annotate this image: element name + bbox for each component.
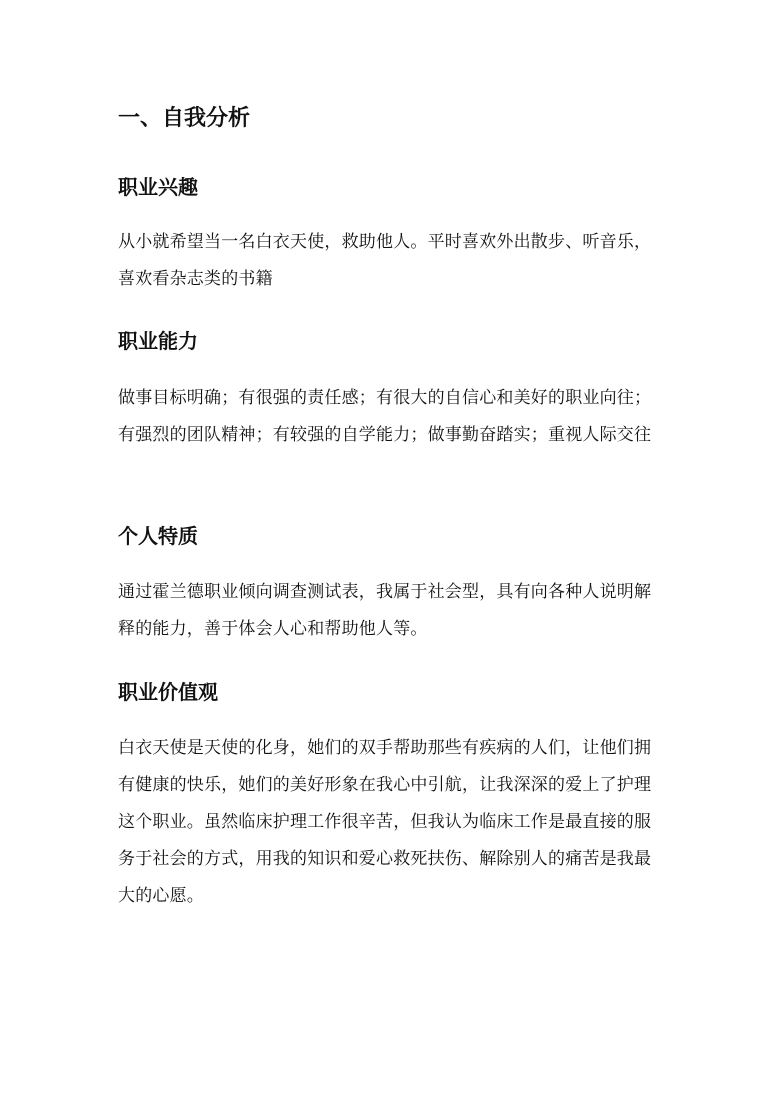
section-title-career-interest: 职业兴趣 (118, 175, 198, 199)
section-body-personal-traits: 通过霍兰德职业倾向调查测试表，我属于社会型，具有向各种人说明解释的能力，善于体会人心和帮助他人等。 (118, 582, 652, 639)
section-title-personal-traits: 个人特质 (118, 524, 198, 548)
section-title-career-values: 职业价值观 (118, 680, 218, 704)
section-title-career-ability: 职业能力 (118, 329, 198, 353)
main-heading: 一、自我分析 (118, 106, 251, 131)
section-body-career-interest: 从小就希望当一名白衣天使，救助他人。平时喜欢外出散步、听音乐，喜欢看杂志类的书籍 (118, 232, 652, 289)
section-body-career-ability: 做事目标明确；有很强的责任感；有很大的自信心和美好的职业向往；有强烈的团队精神；有较强的自学能力；做事勤奋踏实；重视人际交往 (118, 388, 652, 445)
section-body-career-values: 白衣天使是天使的化身，她们的双手帮助那些有疾病的人们，让他们拥有健康的快乐，她们的美好形象在我心中引航，让我深深的爱上了护理这个职业。虽然临床护理工作很辛苦，但我认为临床工作是最直接的服务于社会的方式，用我的知识和爱心救死扶伤、解除别人的痛苦是我最大的心愿。 (118, 738, 652, 906)
